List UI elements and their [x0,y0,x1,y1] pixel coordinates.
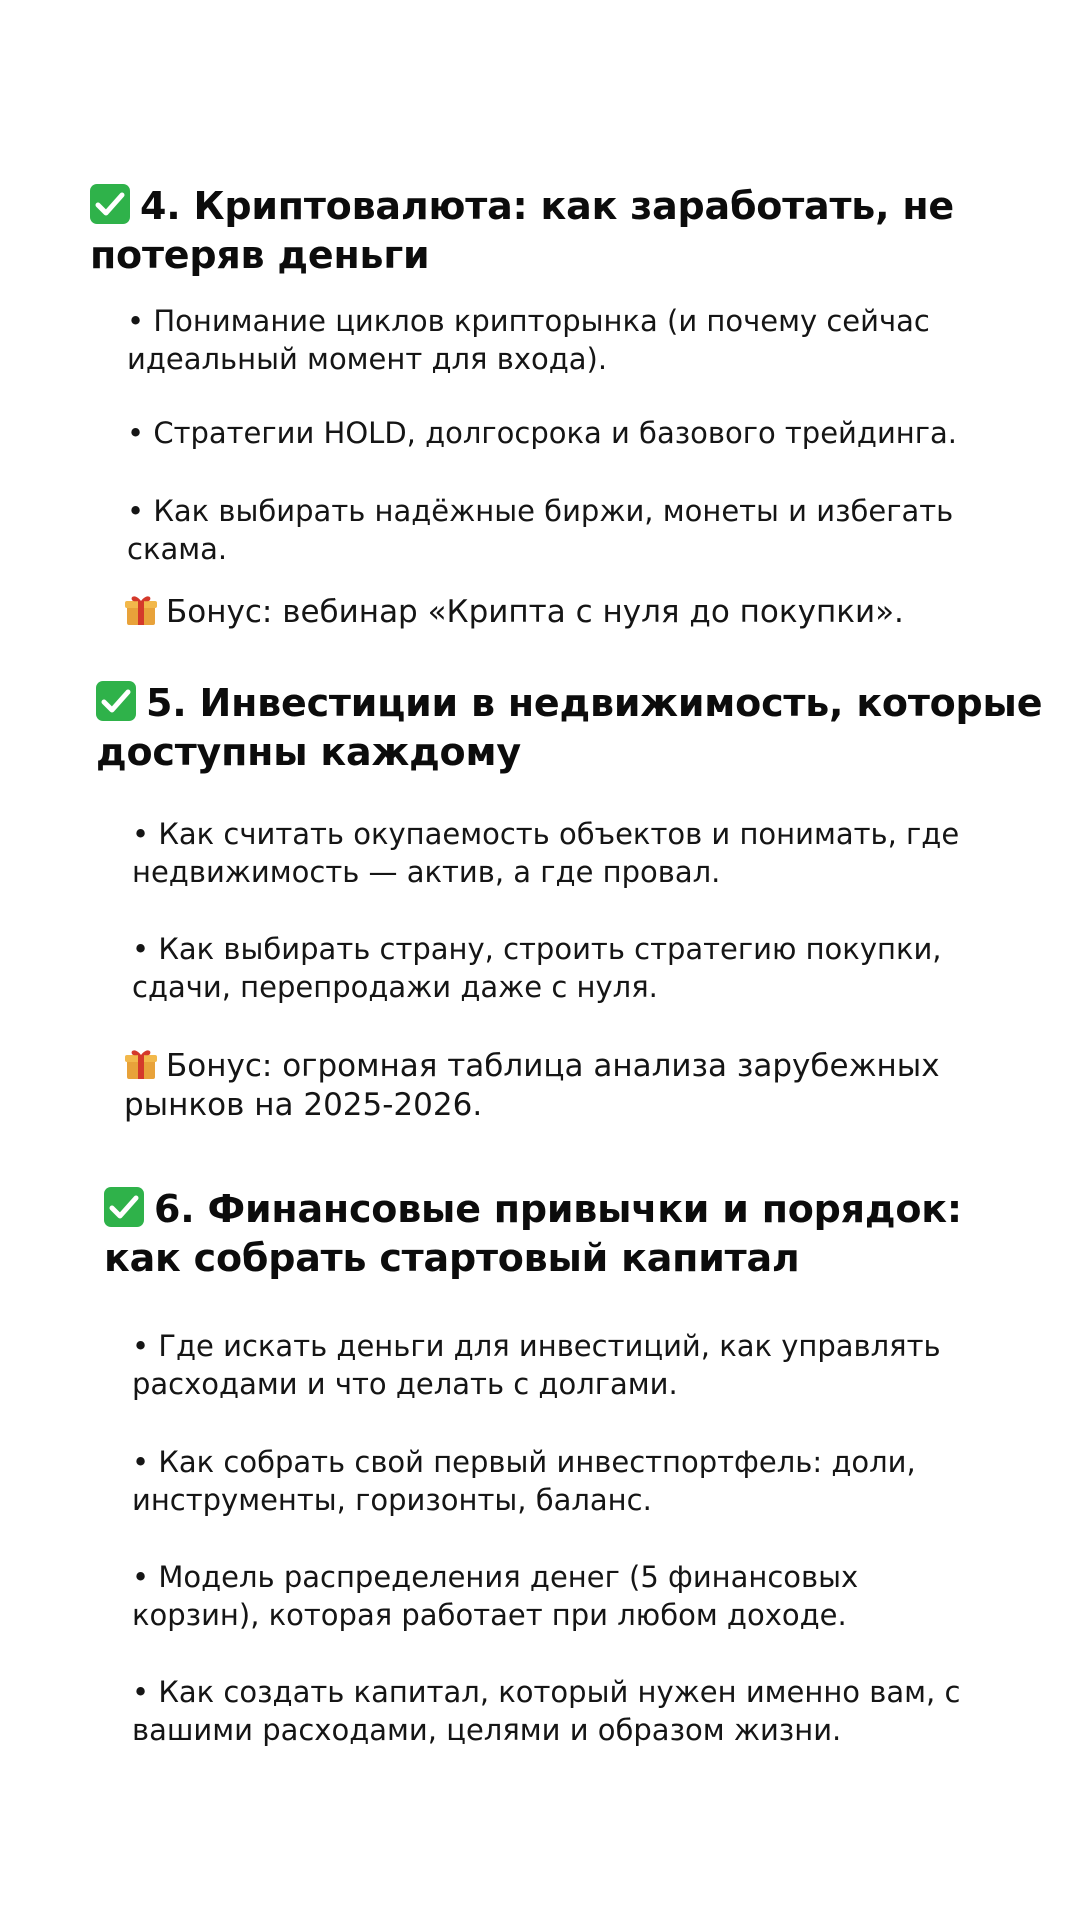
bullet-line: • Как выбирать надёжные биржи, монеты и избегать [127,494,954,528]
section-5-bullet-2 [132,930,942,1006]
check-mark-icon [104,1187,144,1227]
section-4-heading-line1: 4. Криптовалюта: как заработать, не [140,184,955,228]
section-4-heading-line2: потеряв деньги [90,233,430,277]
bullet-line: • Модель распределения денег (5 финансовых [132,1560,859,1594]
section-4-bonus [124,593,904,632]
section-6-bullet-3 [132,1558,858,1634]
bullet-line: идеальный момент для входа). [127,342,608,376]
section-5-heading-line2: доступны каждому [96,730,521,774]
section-6-heading-line2: как собрать стартовый капитал [104,1236,800,1280]
bonus-text: рынков на 2025-2026. [124,1087,483,1123]
section-5-bullet-1 [132,815,959,891]
bullet-line: • Где искать деньги для инвестиций, как управлять [132,1329,941,1363]
bullet-line: • Как выбирать страну, строить стратегию покупки, [132,932,942,966]
gift-icon [124,1048,158,1080]
check-mark-icon [96,681,136,721]
bullet-line: недвижимость — актив, а где провал. [132,855,721,889]
section-5-bonus [124,1047,940,1125]
bullet-line: • Как создать капитал, который нужен именно вам, с [132,1675,961,1709]
section-4-heading [90,182,954,280]
section-4-bullet-2 [127,414,957,452]
bullet-line: сдачи, перепродажи даже с нуля. [132,970,658,1004]
bullet-line: • Как собрать свой первый инвестпортфель: доли, [132,1445,916,1479]
bullet-line: • Понимание циклов крипторынка (и почему сейчас [127,304,930,338]
section-4-bullet-1 [127,302,930,378]
bonus-text: Бонус: вебинар «Крипта с нуля до покупки». [166,594,904,630]
bonus-text: Бонус: огромная таблица анализа зарубежных [166,1048,940,1084]
section-6-bullet-4 [132,1673,960,1749]
bullet-line: корзин), которая работает при любом доходе. [132,1598,847,1632]
check-mark-icon [90,184,130,224]
section-6-bullet-2 [132,1443,916,1519]
section-5-heading-line1: 5. Инвестиции в недвижимость, которые [146,681,1043,725]
bullet-line: скама. [127,532,228,566]
bullet-line: расходами и что делать с долгами. [132,1367,678,1401]
bullet-line: инструменты, горизонты, баланс. [132,1483,652,1517]
section-4-bullet-3 [127,492,953,568]
bullet-line: • Стратегии HOLD, долгосрока и базового трейдинга. [127,416,957,450]
bullet-line: вашими расходами, целями и образом жизни. [132,1713,842,1747]
bullet-line: • Как считать окупаемость объектов и понимать, где [132,817,960,851]
gift-icon [124,594,158,626]
section-6-heading [104,1185,962,1283]
section-6-heading-line1: 6. Финансовые привычки и порядок: [154,1187,962,1231]
section-5-heading [96,679,1042,777]
section-6-bullet-1 [132,1327,941,1403]
